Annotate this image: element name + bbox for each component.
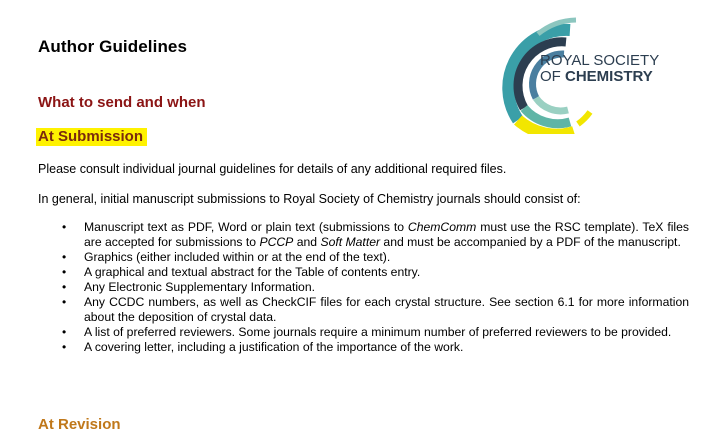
highlighted-heading-text: At Submission: [36, 128, 147, 146]
list-item: [62, 220, 689, 250]
list-item-text: Any CCDC numbers, as well as CheckCIF files for each crystal structure. See section 6.1 for more information about the deposition of crystal data.: [84, 295, 689, 324]
next-section-heading: At Revision: [38, 416, 121, 433]
bullet-icon: •: [62, 295, 67, 309]
paragraph: Please consult individual journal guidelines for details of any additional required files.: [38, 162, 507, 176]
bullet-icon: •: [62, 325, 67, 339]
section-heading: What to send and when: [38, 94, 206, 111]
logo-line-2: [540, 69, 659, 85]
list-item-text: A covering letter, including a justification of the importance of the work.: [84, 340, 464, 354]
bullet-icon: •: [62, 280, 67, 294]
journal-name: ChemComm: [407, 220, 477, 234]
list-item: [62, 280, 689, 295]
logo-line-2-bold: CHEMISTRY: [565, 68, 653, 85]
list-item: [62, 265, 689, 280]
list-item-text: Graphics (either included within or at the end of the text).: [84, 250, 391, 264]
subsection-heading: [38, 128, 147, 145]
list-item: [62, 340, 689, 355]
document-title: Author Guidelines: [38, 37, 188, 56]
bullet-icon: •: [62, 220, 67, 234]
list-item-text: must use the RSC template). TeX files are accepted for submissions to: [84, 220, 689, 249]
logo-line-2-prefix: OF: [540, 68, 565, 85]
list-item: [62, 250, 689, 265]
bullet-icon: •: [62, 265, 67, 279]
logo-line-1: ROYAL SOCIETY: [540, 52, 660, 69]
list-item-text: A list of preferred reviewers. Some journals require a minimum number of preferred reviewers to be provided.: [84, 325, 672, 339]
journal-name: PCCP: [259, 235, 294, 249]
list-item-text: A graphical and textual abstract for the Table of contents entry.: [84, 265, 421, 279]
bullet-icon: •: [62, 250, 67, 264]
list-item: [62, 295, 689, 325]
journal-name: Soft Matter: [320, 235, 381, 249]
requirements-list: [62, 220, 689, 355]
bullet-icon: •: [62, 340, 67, 354]
logo-wordmark: [540, 53, 659, 85]
list-item-text: and must be accompanied by a PDF of the manuscript.: [380, 235, 681, 249]
list-item-text: Manuscript text as PDF, Word or plain text (submissions to: [84, 220, 408, 234]
paragraph: In general, initial manuscript submissions to Royal Society of Chemistry journals should consist of:: [38, 192, 581, 206]
list-item-text: and: [293, 235, 321, 249]
list-item: [62, 325, 689, 340]
list-item-text: Any Electronic Supplementary Information.: [84, 280, 315, 294]
